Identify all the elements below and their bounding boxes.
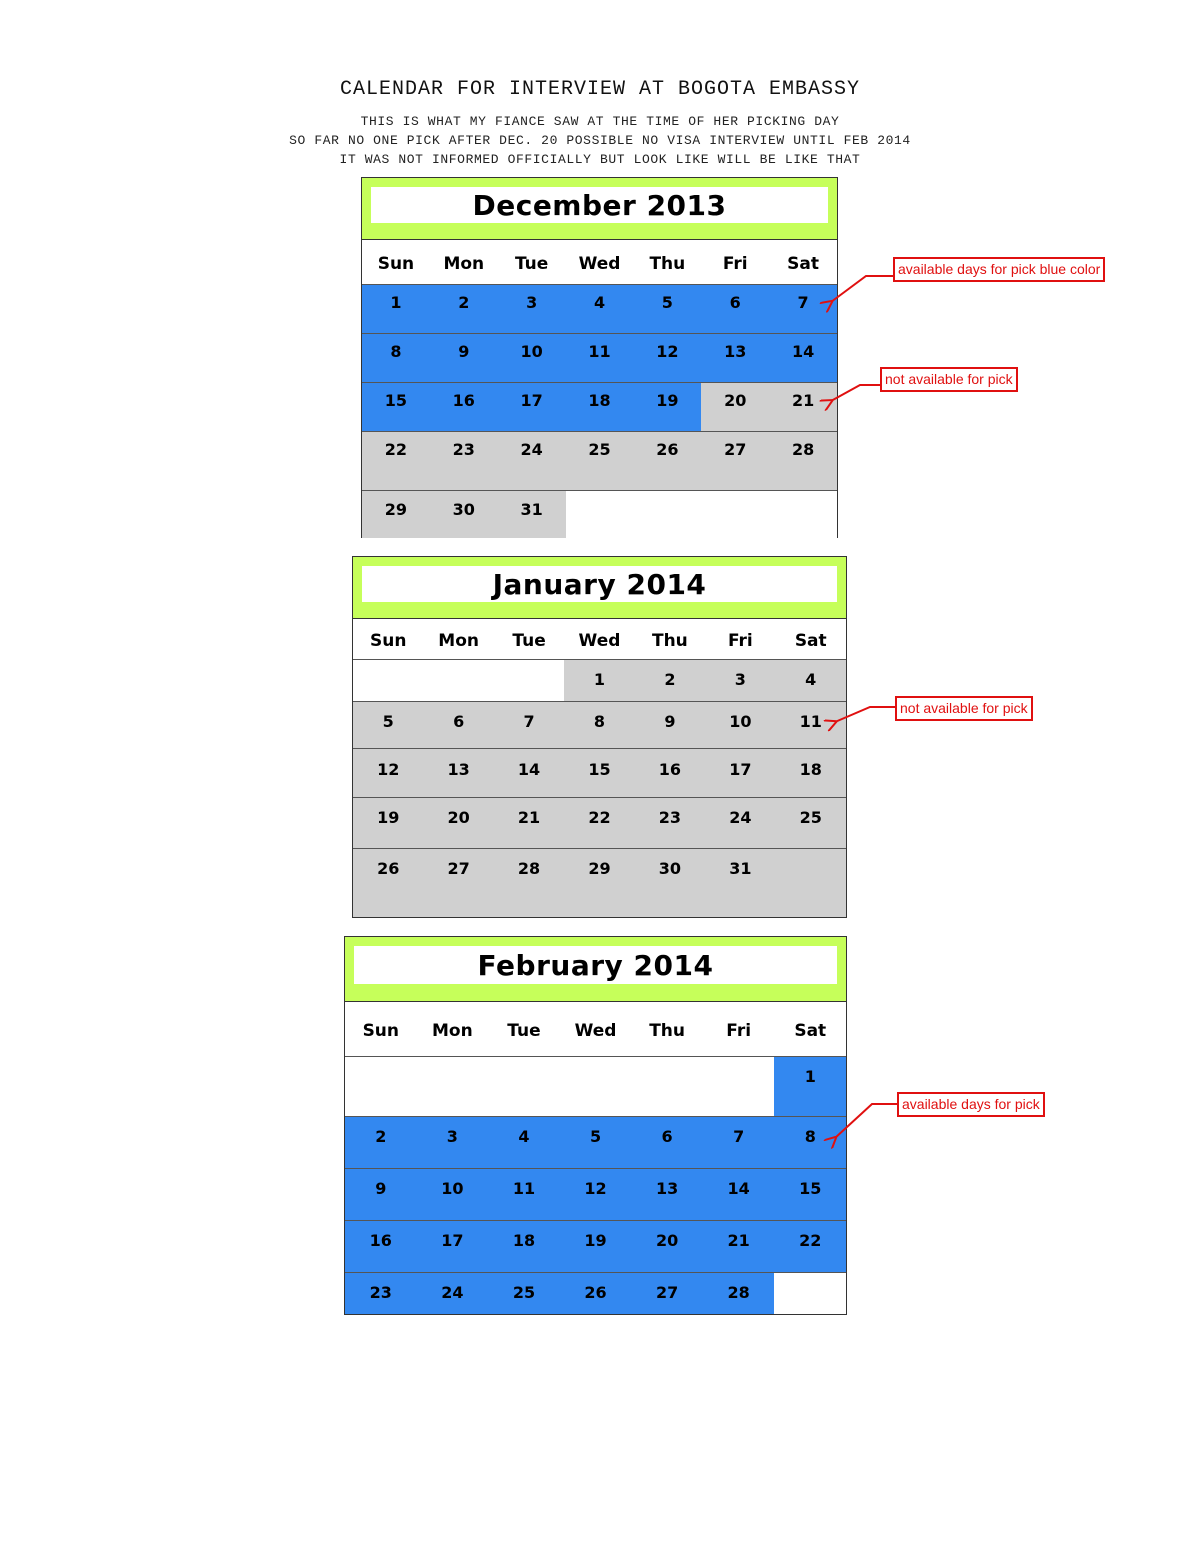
- day-cell-18[interactable]: 18: [488, 1221, 560, 1272]
- day-cell-12[interactable]: 12: [633, 334, 701, 382]
- dow-tue: Tue: [507, 1021, 541, 1041]
- day-cell-11[interactable]: 11: [488, 1169, 560, 1220]
- day-cell-1[interactable]: 1: [774, 1057, 846, 1116]
- day-cell-23[interactable]: 23: [345, 1273, 417, 1314]
- dow-sat: Sat: [787, 254, 819, 274]
- day-cell-15[interactable]: 15: [564, 749, 634, 797]
- day-cell-10[interactable]: 10: [417, 1169, 489, 1220]
- day-cell-24[interactable]: 24: [705, 798, 775, 848]
- dow-mon: Mon: [438, 631, 479, 651]
- day-cell-25[interactable]: 25: [566, 432, 634, 490]
- day-cell-6[interactable]: 6: [701, 285, 769, 333]
- day-cell-31[interactable]: 31: [705, 849, 775, 917]
- day-cell-5[interactable]: 5: [353, 702, 423, 748]
- day-cell-13[interactable]: 13: [631, 1169, 703, 1220]
- day-cell-26[interactable]: 26: [633, 432, 701, 490]
- day-cell-23[interactable]: 23: [635, 798, 705, 848]
- day-cell-15[interactable]: 15: [774, 1169, 846, 1220]
- day-cell-8[interactable]: 8: [362, 334, 430, 382]
- day-cell-9[interactable]: 9: [345, 1169, 417, 1220]
- day-cell-27[interactable]: 27: [423, 849, 493, 917]
- subtitle-line-2: SO FAR NO ONE PICK AFTER DEC. 20 POSSIBLE NO VISA INTERVIEW UNTIL FEB 2014: [289, 133, 911, 148]
- day-cell-17[interactable]: 17: [498, 383, 566, 431]
- day-cell-8[interactable]: 8: [774, 1117, 846, 1168]
- day-cell-13[interactable]: 13: [701, 334, 769, 382]
- page-title: CALENDAR FOR INTERVIEW AT BOGOTA EMBASSY: [339, 78, 861, 101]
- day-cell-11[interactable]: 11: [566, 334, 634, 382]
- arrow-4: [835, 1104, 897, 1138]
- day-cell-29[interactable]: 29: [564, 849, 634, 917]
- day-cell-12[interactable]: 12: [353, 749, 423, 797]
- arrow-2: [831, 385, 880, 401]
- dow-sat: Sat: [794, 631, 827, 651]
- day-cell-15[interactable]: 15: [362, 383, 430, 431]
- day-cell-25[interactable]: 25: [776, 798, 846, 848]
- day-cell-19[interactable]: 19: [353, 798, 423, 848]
- subtitle-line-3: IT WAS NOT INFORMED OFFICIALLY BUT LOOK LIKE WILL BE LIKE THAT: [339, 152, 861, 167]
- annotation-not-available-jan: not available for pick: [895, 696, 1033, 721]
- day-cell-14[interactable]: 14: [703, 1169, 775, 1220]
- day-cell-21[interactable]: 21: [494, 798, 564, 848]
- calendar-title: January 2014: [362, 566, 837, 602]
- day-cell-28[interactable]: 28: [703, 1273, 775, 1314]
- day-cell-23[interactable]: 23: [430, 432, 498, 490]
- day-cell-16[interactable]: 16: [345, 1221, 417, 1272]
- dow-wed: Wed: [578, 254, 621, 274]
- day-cell-4[interactable]: 4: [776, 660, 846, 701]
- day-cell-17[interactable]: 17: [705, 749, 775, 797]
- day-cell-16[interactable]: 16: [430, 383, 498, 431]
- day-cell-30[interactable]: 30: [430, 491, 498, 538]
- dow-mon: Mon: [443, 254, 485, 274]
- dow-thu: Thu: [649, 254, 686, 274]
- day-cell-22[interactable]: 22: [564, 798, 634, 848]
- dow-sun: Sun: [362, 1021, 400, 1041]
- day-cell-19[interactable]: 19: [633, 383, 701, 431]
- day-cell-2[interactable]: 2: [635, 660, 705, 701]
- day-cell-7[interactable]: 7: [494, 702, 564, 748]
- dow-thu: Thu: [651, 631, 688, 651]
- day-cell-1[interactable]: 1: [564, 660, 634, 701]
- day-cell-17[interactable]: 17: [417, 1221, 489, 1272]
- day-cell-7[interactable]: 7: [703, 1117, 775, 1168]
- day-cell-28[interactable]: 28: [494, 849, 564, 917]
- dow-sun: Sun: [369, 631, 407, 651]
- dow-tue: Tue: [512, 631, 546, 651]
- dow-thu: Thu: [649, 1021, 685, 1041]
- annotation-available-blue: available days for pick blue color: [893, 257, 1105, 282]
- day-cell-16[interactable]: 16: [635, 749, 705, 797]
- dow-fri: Fri: [722, 254, 748, 274]
- dow-tue: Tue: [514, 254, 549, 274]
- dow-mon: Mon: [432, 1021, 473, 1041]
- dow-sat: Sat: [794, 1021, 827, 1041]
- day-cell-25[interactable]: 25: [488, 1273, 560, 1314]
- day-cell-12[interactable]: 12: [560, 1169, 632, 1220]
- day-cell-8[interactable]: 8: [564, 702, 634, 748]
- day-cell-22[interactable]: 22: [362, 432, 430, 490]
- day-cell-29[interactable]: 29: [362, 491, 430, 538]
- day-cell-4[interactable]: 4: [566, 285, 634, 333]
- day-cell-24[interactable]: 24: [498, 432, 566, 490]
- day-cell-4[interactable]: 4: [488, 1117, 560, 1168]
- day-cell-19[interactable]: 19: [560, 1221, 632, 1272]
- day-cell-2[interactable]: 2: [345, 1117, 417, 1168]
- day-cell-9[interactable]: 9: [430, 334, 498, 382]
- subtitle-line-1: THIS IS WHAT MY FIANCE SAW AT THE TIME OF HER PICKING DAY: [360, 114, 840, 129]
- day-cell-2[interactable]: 2: [430, 285, 498, 333]
- day-cell-28[interactable]: 28: [769, 432, 837, 490]
- dow-wed: Wed: [578, 631, 621, 651]
- day-cell-6[interactable]: 6: [631, 1117, 703, 1168]
- day-cell-3[interactable]: 3: [498, 285, 566, 333]
- dow-fri: Fri: [727, 631, 753, 651]
- day-cell-27[interactable]: 27: [631, 1273, 703, 1314]
- day-cell-24[interactable]: 24: [417, 1273, 489, 1314]
- day-cell-20[interactable]: 20: [631, 1221, 703, 1272]
- day-cell-14[interactable]: 14: [494, 749, 564, 797]
- day-cell-20[interactable]: 20: [701, 383, 769, 431]
- day-cell-13[interactable]: 13: [423, 749, 493, 797]
- arrow-1: [831, 276, 893, 302]
- day-cell-27[interactable]: 27: [701, 432, 769, 490]
- day-cell-9[interactable]: 9: [635, 702, 705, 748]
- day-cell-26[interactable]: 26: [560, 1273, 632, 1314]
- arrow-3: [835, 707, 895, 722]
- day-cell-26[interactable]: 26: [353, 849, 423, 917]
- day-cell-14[interactable]: 14: [769, 334, 837, 382]
- day-cell-1[interactable]: 1: [362, 285, 430, 333]
- day-cell-5[interactable]: 5: [633, 285, 701, 333]
- day-cell-21[interactable]: 21: [703, 1221, 775, 1272]
- dow-wed: Wed: [574, 1021, 617, 1041]
- day-cell-5[interactable]: 5: [560, 1117, 632, 1168]
- day-cell-31[interactable]: 31: [498, 491, 566, 538]
- day-cell-10[interactable]: 10: [498, 334, 566, 382]
- day-cell-7[interactable]: 7: [769, 285, 837, 333]
- calendar-title: February 2014: [354, 946, 837, 984]
- dow-fri: Fri: [726, 1021, 752, 1041]
- day-cell-20[interactable]: 20: [423, 798, 493, 848]
- dow-sun: Sun: [377, 254, 415, 274]
- day-cell-21[interactable]: 21: [769, 383, 837, 431]
- day-cell-3[interactable]: 3: [417, 1117, 489, 1168]
- day-cell-18[interactable]: 18: [776, 749, 846, 797]
- day-cell-30[interactable]: 30: [635, 849, 705, 917]
- annotation-available-feb: available days for pick: [897, 1092, 1045, 1117]
- day-cell-3[interactable]: 3: [705, 660, 775, 701]
- day-cell-6[interactable]: 6: [423, 702, 493, 748]
- day-cell-10[interactable]: 10: [705, 702, 775, 748]
- day-cell-22[interactable]: 22: [774, 1221, 846, 1272]
- day-cell-11[interactable]: 11: [776, 702, 846, 748]
- day-cell-18[interactable]: 18: [566, 383, 634, 431]
- annotation-not-available-dec: not available for pick: [880, 367, 1018, 392]
- calendar-title: December 2013: [371, 187, 828, 223]
